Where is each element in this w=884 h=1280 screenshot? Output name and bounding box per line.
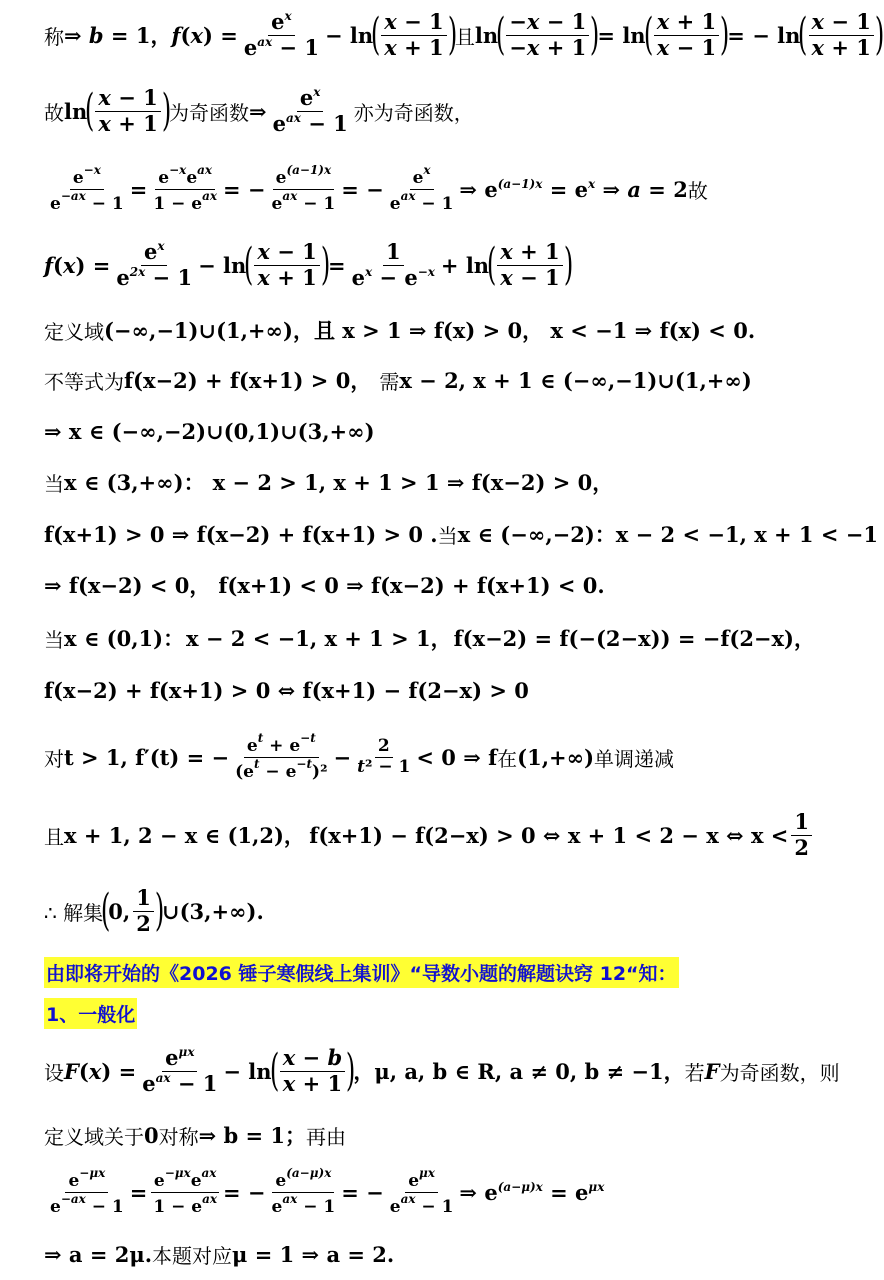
highlight-text: 1、一般化	[44, 998, 137, 1029]
text: 本题对应	[152, 1243, 233, 1268]
line-3: $\frac{e^{-x}}{e^{-ax} - 1}$ = $\frac{e^{-x}e^{ax}}{1 - e^{ax}}$ = − $\frac{e^{(a-1)x}}{e^{ax} - 1}$ = − $\frac{e^x}{e^{ax} - 1}$ ⇒ $e^{(a-1)x} = e^x$ ⇒ a = 2 故	[50, 162, 708, 214]
math: f(x+1) < 0 ⇒ f(x−2) + f(x+1) < 0.	[218, 572, 605, 598]
math: (1,+∞)	[517, 744, 595, 770]
highlight-text: 由即将开始的《2026 锤子寒假线上集训》“导数小题的解题诀窍 12“知：	[44, 957, 679, 988]
text: 当	[44, 627, 64, 652]
text: 对称	[158, 1124, 199, 1149]
text: 再由	[306, 1124, 347, 1149]
line-10	[44, 567, 815, 603]
text: 定义域关于	[44, 1124, 144, 1149]
line-15: ∴ 解集 ( 0, $\frac{1}{2}$ ) ∪(3,+∞).	[44, 885, 264, 937]
line-7	[44, 413, 815, 449]
math: x ∈ (3,+∞)：	[64, 470, 205, 495]
math: ⇒ f(x−2) < 0，	[44, 573, 211, 598]
text: 当	[44, 471, 64, 496]
math: f(x−2) + f(x+1) > 0，	[124, 368, 372, 393]
line-6	[44, 362, 815, 398]
text: 亦为奇函数，	[353, 100, 474, 125]
text: 在	[497, 746, 518, 771]
math: ⇒ a = 2μ.	[44, 1241, 153, 1267]
math: f(x−2) + f(x+1) > 0 ⇔ f(x+1) − f(2−x) > 0	[44, 677, 529, 703]
math: x ∈ (0,1)：	[64, 626, 185, 651]
math: < 0 ⇒ f	[416, 744, 498, 770]
math: f(x−2) = f(−(2−x)) = −f(2−x)，	[453, 626, 815, 651]
math: x + 1, 2 − x ∈ (1,2)，	[64, 823, 305, 848]
line-13: 对 t > 1, f′(t) = − $\frac{e^t + e^{-t}}{(e^t - e^{-t})^2}$ − $\frac{2}{\text{t² − 1}}$ < 0 ⇒ f 在 (1,+∞) 单调递减	[44, 730, 675, 782]
text: 若	[684, 1060, 705, 1085]
line-5	[44, 312, 815, 348]
math: x − 2, x + 1 ∈ (−∞,−1)∪(1,+∞)	[399, 367, 752, 393]
math: x − 2 > 1, x + 1 > 1 ⇒ f(x−2) > 0，	[212, 470, 614, 495]
text: 当	[437, 523, 458, 548]
text: 且	[44, 824, 64, 849]
math: ⇒ x ∈ (−∞,−2)∪(0,1)∪(3,+∞)	[44, 418, 375, 444]
highlight-line-1	[44, 955, 815, 989]
math: x − 2 < −1, x + 1 > 1，	[186, 626, 452, 651]
text: 称	[44, 24, 64, 49]
text: 为奇函数，则	[719, 1060, 840, 1085]
line-9	[44, 516, 878, 552]
line-19: 定义域关于 0 对称 ⇒ b = 1； 再由	[44, 1117, 815, 1153]
line-20: $\frac{e^{-\mu x}}{e^{-ax} - 1}$ = $\frac{e^{-\mu x}e^{ax}}{1 - e^{ax}}$ = − $\frac{e^{(a-\mu)x}}{e^{ax} - 1}$ = − $\frac{e^{\mu x}}{e^{ax} - 1}$ ⇒ $e^{(a-\mu)x} = e^{\mu x}$	[50, 1165, 605, 1217]
text: 单调递减	[594, 746, 675, 771]
math: ⇒ b = 1；	[198, 1123, 307, 1148]
math: ∪(3,+∞).	[162, 898, 264, 924]
line-4: f (x) = $\frac{e^x}{e^{2x} - 1}$ − ln ( $\frac{x - 1}{x + 1}$ ) = $\frac{1}{e^x - e^{-x}}$ + ln ( $\frac{x + 1}{x - 1}$ )	[44, 239, 573, 291]
math: μ = 1 ⇒ a = 2.	[232, 1241, 395, 1267]
math: x ∈ (−∞,−2)：	[457, 522, 616, 547]
math: f(x+1) > 0 ⇒ f(x−2) + f(x+1) > 0 .	[44, 521, 438, 547]
text: 对	[44, 746, 64, 771]
text: ∴ 解集	[44, 900, 104, 925]
fraction: $\frac{e^x}{e^{ax} - 1}$	[243, 9, 319, 60]
line-8	[44, 464, 815, 500]
line-21	[44, 1236, 815, 1272]
highlight-line-2	[44, 996, 815, 1030]
line-2: 故 ln ( $\frac{x - 1}{x + 1}$ ) 为奇函数 ⇒ $\frac{e^x}{e^{ax} - 1}$ 亦为奇函数，	[44, 85, 474, 137]
math: x − 2 < −1, x + 1 < −1	[615, 521, 878, 547]
line-11	[44, 620, 815, 656]
text: 且	[454, 24, 475, 49]
line-14: 且 x + 1, 2 − x ∈ (1,2)， f(x+1) − f(2−x) > 0 ⇔ x + 1 < 2 − x ⇔ x < $\frac{1}{2}$	[44, 804, 815, 866]
line-1: 称 ⇒ b = 1， f (x) = $\frac{e^x}{e^{ax} - 1}$ − ln ( $\frac{x - 1}{x + 1}$ ) 且 ln ( $\frac{-x - 1}{-x + 1}$ ) = ln ( $\frac{x + 1}{x - 1}$ ) = − ln ( $\frac{x - 1}{x + 1}$ )	[44, 9, 884, 61]
math: t > 1, f′(t) = −	[64, 744, 230, 770]
math: f(x+1) − f(2−x) > 0 ⇔ x + 1 < 2 − x ⇔ x <	[309, 822, 789, 848]
line-12	[44, 672, 815, 708]
text: 不等式为	[44, 369, 124, 394]
text: 定义域	[44, 319, 104, 344]
text: 设	[44, 1060, 64, 1085]
text: 故	[44, 100, 64, 125]
text: 需	[379, 369, 400, 394]
line-18: 设 F (x) = $\frac{e^{\mu x}}{e^{ax} - 1}$ − ln ( $\frac{x - b}{x + 1}$ ) ， μ, a, b ∈ R, a ≠ 0, b ≠ −1， 若 F 为奇函数，则	[44, 1045, 840, 1097]
math: (−∞,−1)∪(1,+∞)，且 x > 1 ⇒ f(x) > 0， x < −1 ⇒ f(x) < 0.	[104, 318, 756, 343]
text: 为奇函数	[168, 100, 249, 125]
math: μ, a, b ∈ R, a ≠ 0, b ≠ −1，	[374, 1059, 685, 1084]
